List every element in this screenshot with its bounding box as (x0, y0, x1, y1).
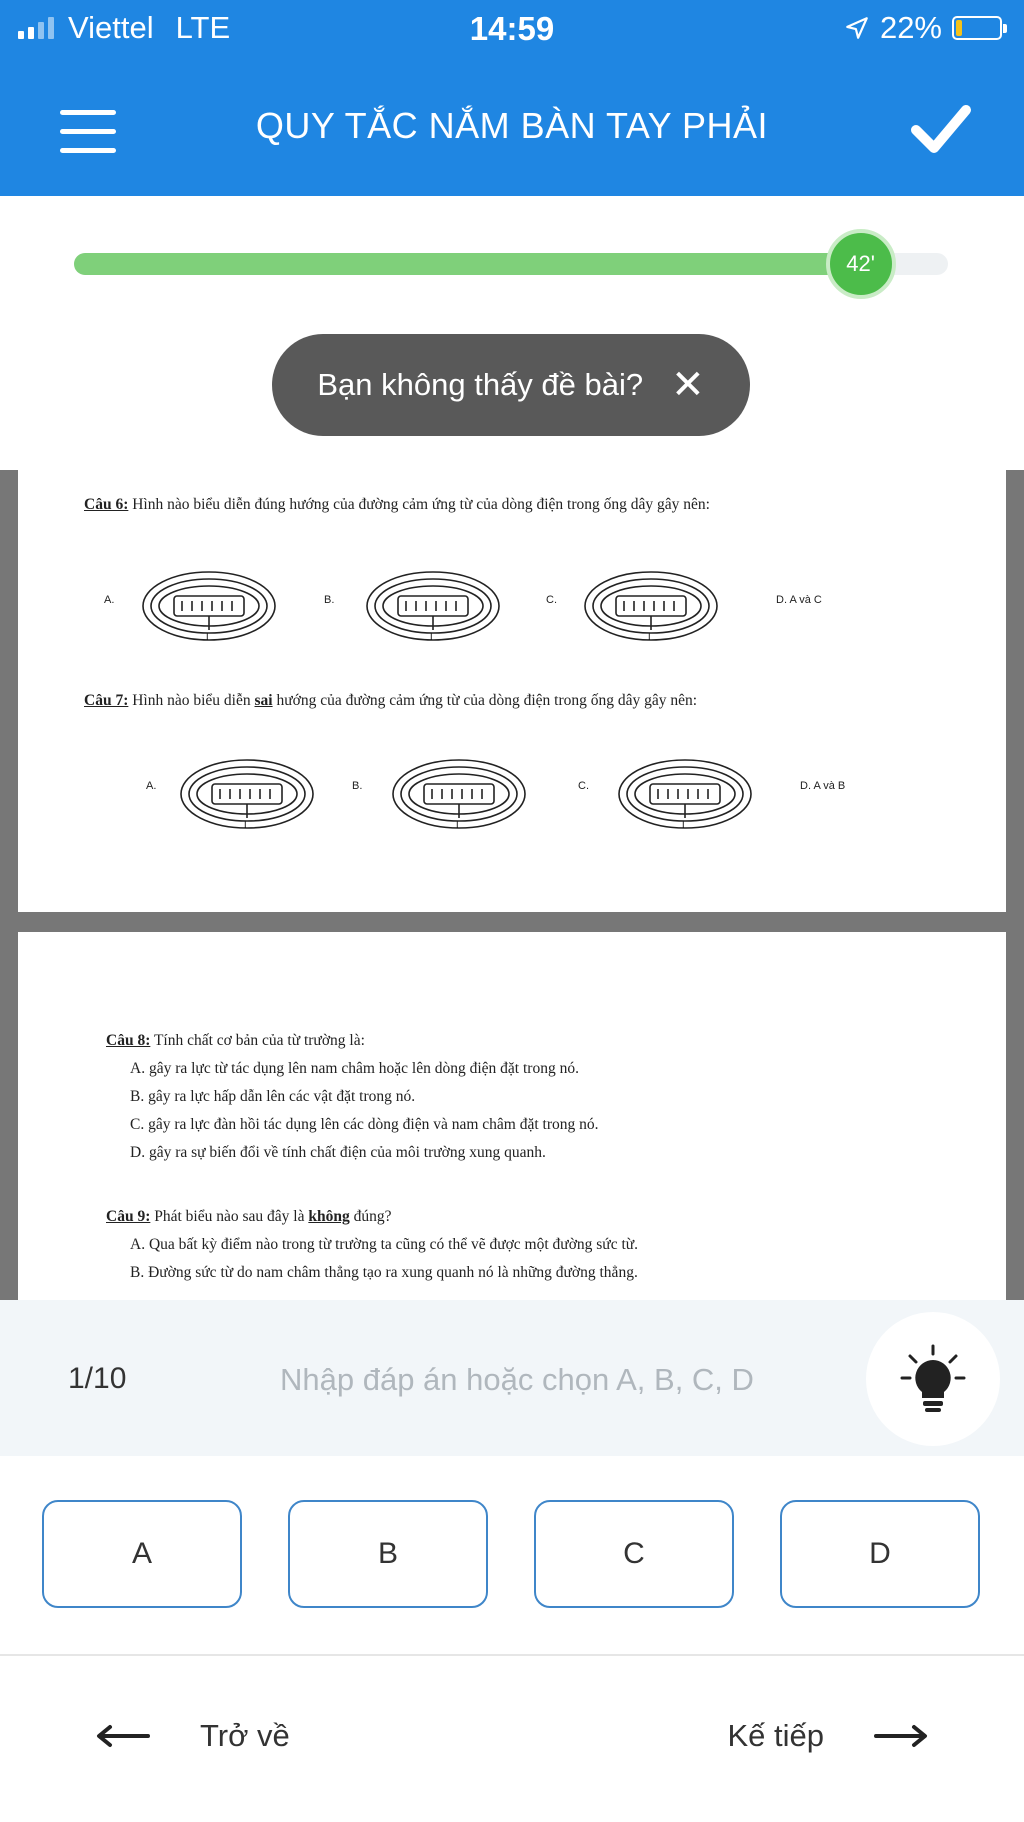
coil-diagram (138, 566, 280, 646)
q6-option-c: C. (546, 594, 557, 606)
arrow-right-icon (874, 1724, 928, 1748)
battery-icon (952, 16, 1002, 40)
check-icon[interactable] (910, 100, 972, 158)
progress-bar (74, 253, 948, 275)
hint-button[interactable] (866, 1312, 1000, 1446)
question-6 (84, 496, 710, 514)
question-8-label: Câu 8: (106, 1032, 151, 1049)
progress-fill (74, 253, 861, 275)
back-button[interactable] (96, 1718, 290, 1754)
coil-diagram (176, 754, 318, 834)
next-button[interactable] (727, 1718, 928, 1754)
toast-text: Bạn không thấy đề bài? (317, 367, 644, 402)
timer-badge: 42' (826, 229, 896, 299)
q8-option-a: A. gây ra lực từ tác dụng lên nam châm hoặc lên dòng điện đặt trong nó. (130, 1060, 579, 1077)
coil-diagram (362, 566, 504, 646)
page-title: QUY TẮC NẮM BÀN TAY PHẢI (255, 105, 769, 146)
question-8-text: Tính chất cơ bản của từ trường là: (150, 1032, 365, 1049)
q9-option-a: A. Qua bất kỳ điểm nào trong từ trường ta cũng có thể vẽ được một đường sức từ. (130, 1236, 639, 1253)
q7-option-d: D. A và B (800, 780, 846, 792)
coil-current-label: I (244, 820, 247, 830)
q6-option-d: D. A và C (776, 594, 822, 606)
question-6-text: Hình nào biểu diễn đúng hướng của đường cảm ứng từ của dòng điện trong ống dây gây nên: (128, 496, 710, 513)
battery-percent: 22% (879, 10, 942, 45)
divider (0, 1654, 1024, 1656)
answer-choices (0, 1500, 1024, 1610)
choice-d-button[interactable]: D (780, 1500, 980, 1608)
coil-current-label: I (456, 820, 459, 830)
question-7-text-before: Hình nào biểu diễn (128, 692, 255, 709)
question-9-text-after: đúng? (349, 1208, 392, 1225)
question-7-text-after: hướng của đường cảm ứng từ của dòng điện trong ống dây gây nên: (272, 692, 698, 709)
q8-option-b: B. gây ra lực hấp dẫn lên các vật đặt trong nó. (130, 1088, 416, 1105)
question-9-emphasis: không (308, 1208, 350, 1225)
choice-b-button[interactable]: B (288, 1500, 488, 1608)
choice-c-button[interactable]: C (534, 1500, 734, 1608)
q6-option-b: B. (324, 594, 335, 606)
network-type: LTE (175, 10, 231, 45)
question-7-label: Câu 7: (84, 692, 129, 709)
q8-option-c: C. gây ra lực đàn hồi tác dụng lên các dòng điện và nam châm đặt trong nó. (130, 1116, 599, 1133)
coil-current-label: I (682, 820, 685, 830)
location-arrow-icon (844, 15, 870, 41)
status-bar (0, 0, 1024, 60)
carrier-name: Viettel (68, 10, 154, 45)
back-label: Trở về (200, 1718, 290, 1753)
question-7-emphasis: sai (254, 692, 273, 709)
q7-option-b: B. (352, 780, 363, 792)
question-6-label: Câu 6: (84, 496, 129, 513)
document-page-2 (18, 932, 1006, 1300)
answer-input[interactable]: Nhập đáp án hoặc chọn A, B, C, D (280, 1362, 754, 1397)
coil-current-label: I (206, 632, 209, 642)
status-right (844, 10, 1002, 46)
coil-diagram (614, 754, 756, 834)
coil-diagram (580, 566, 722, 646)
missing-question-toast[interactable] (272, 334, 750, 436)
question-9-text-before: Phát biểu nào sau đây là (150, 1208, 309, 1225)
q8-option-d: D. gây ra sự biến đổi về tính chất điện của môi trường xung quanh. (130, 1144, 546, 1161)
q9-option-b: B. Đường sức từ do nam châm thẳng tạo ra xung quanh nó là những đường thẳng. (130, 1264, 638, 1281)
answer-input-bar (0, 1300, 1024, 1456)
q7-option-c: C. (578, 780, 589, 792)
bottom-navigation (0, 1700, 1024, 1780)
q6-option-a: A. (104, 594, 115, 606)
choice-a-button[interactable]: A (42, 1500, 242, 1608)
coil-current-label: I (430, 632, 433, 642)
q7-option-a: A. (146, 780, 157, 792)
arrow-left-icon (96, 1724, 150, 1748)
close-icon[interactable]: ✕ (671, 363, 705, 407)
coil-diagram (388, 754, 530, 834)
app-header (0, 60, 1024, 196)
question-document[interactable] (0, 470, 1024, 1300)
question-9 (106, 1208, 391, 1226)
document-page-1 (18, 470, 1006, 912)
status-time: 14:59 (469, 10, 555, 47)
question-counter: 1/10 (68, 1362, 127, 1395)
question-8 (106, 1032, 365, 1050)
question-7 (84, 692, 697, 710)
next-label: Kế tiếp (727, 1718, 824, 1753)
question-9-label: Câu 9: (106, 1208, 151, 1225)
coil-current-label: I (648, 632, 651, 642)
lightbulb-icon (866, 1312, 1000, 1446)
